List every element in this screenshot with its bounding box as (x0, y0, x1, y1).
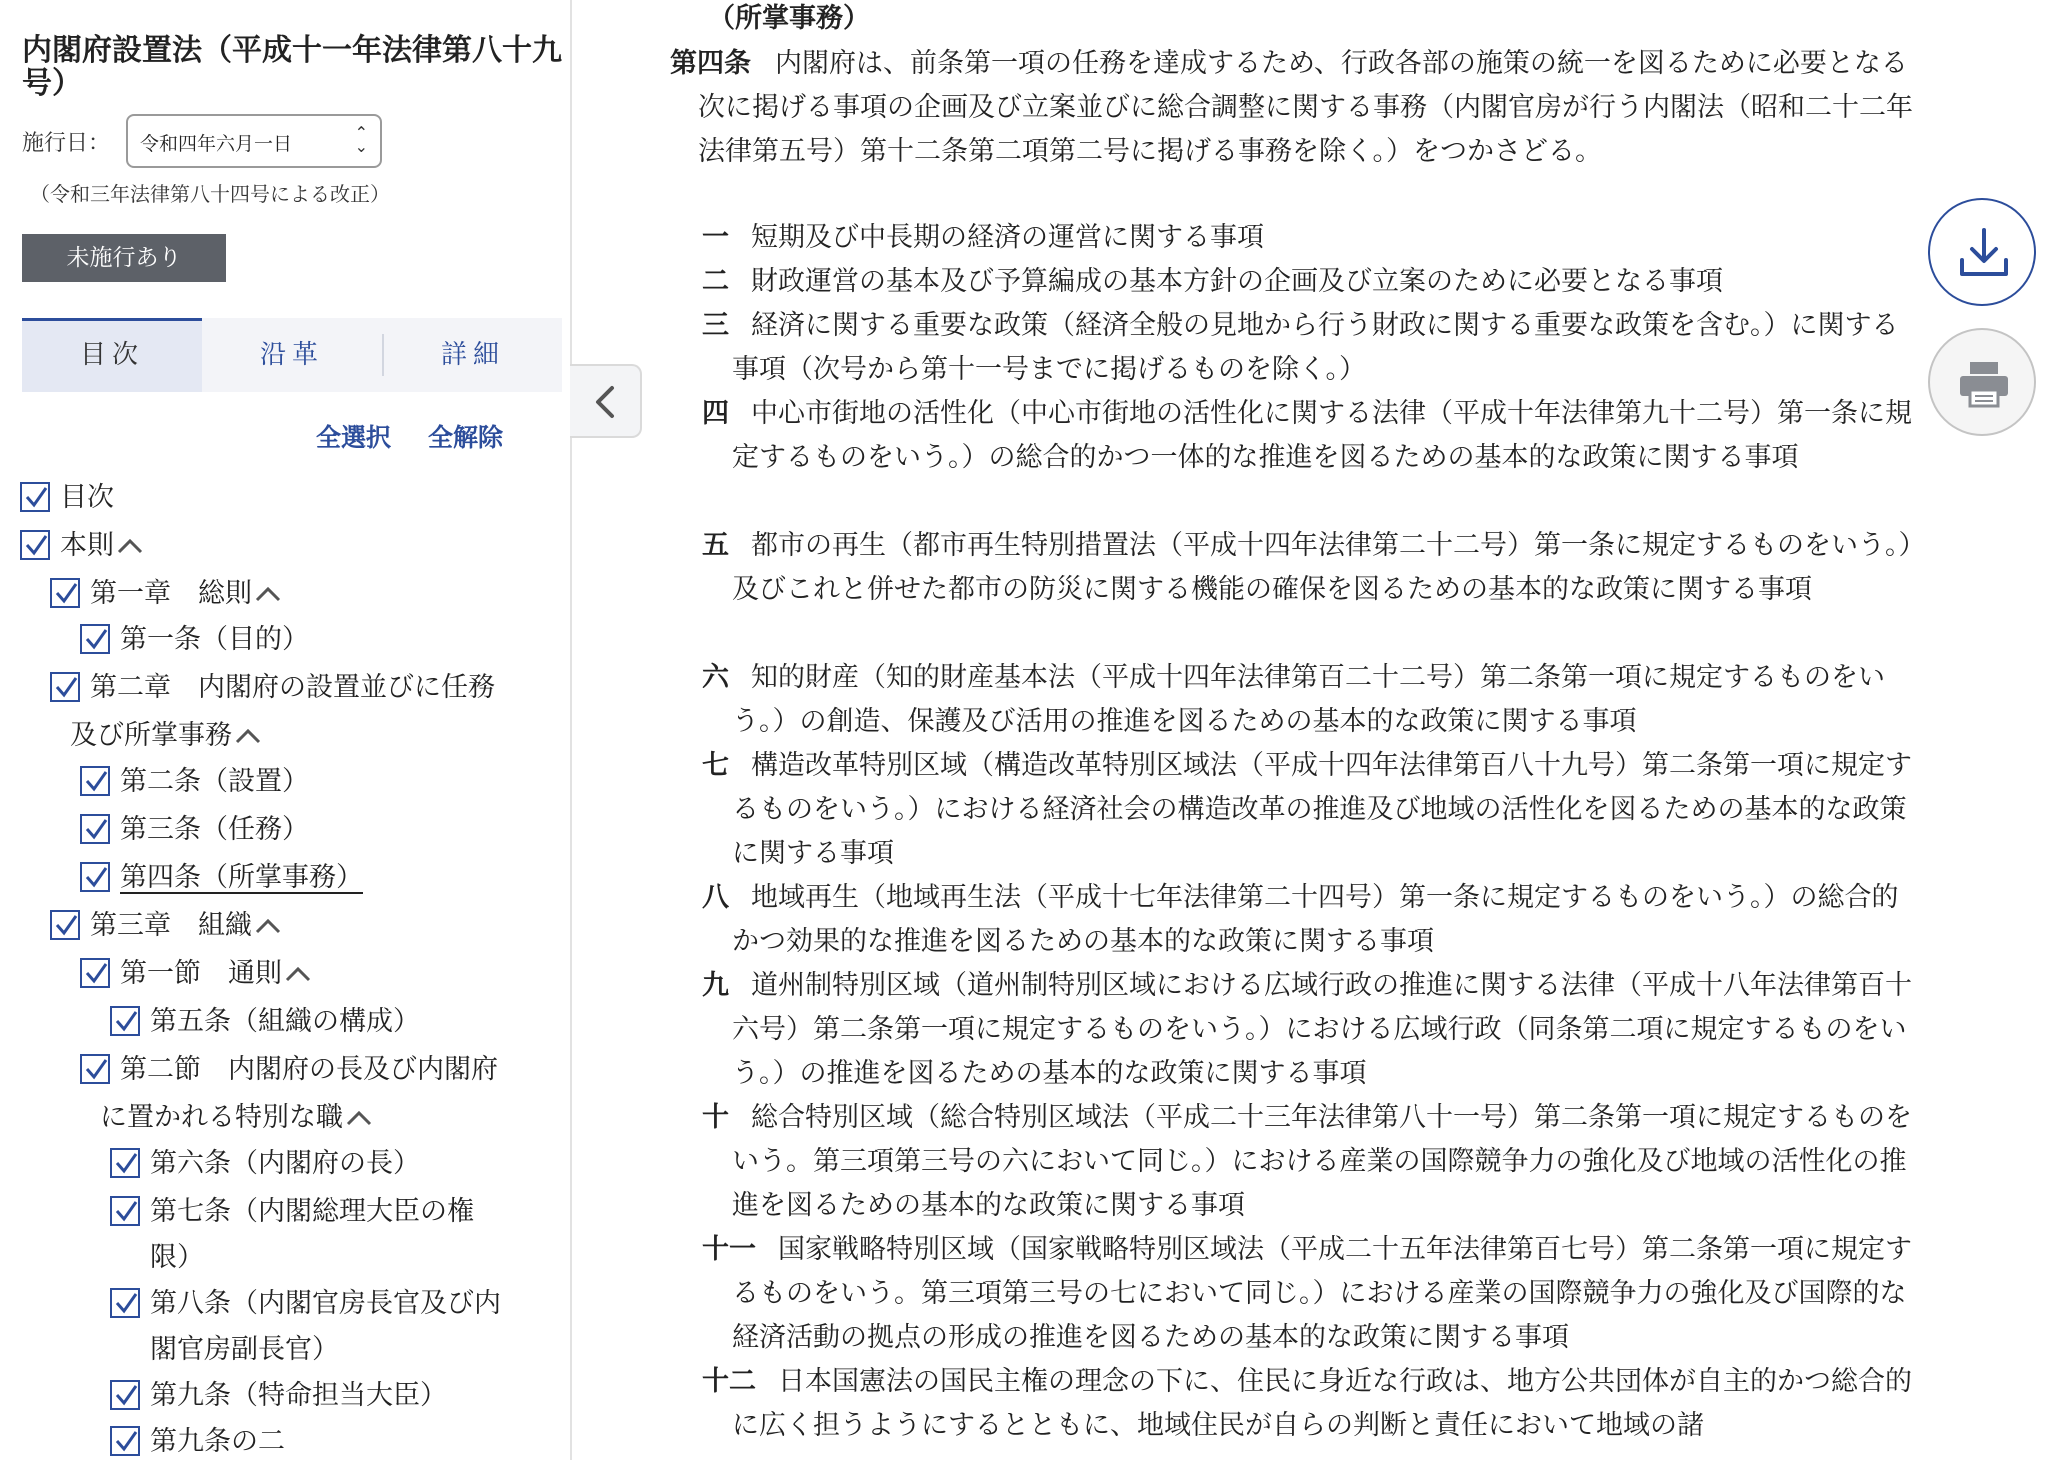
article-item (702, 876, 1920, 964)
download-button[interactable] (1928, 198, 2036, 306)
chevron-up-icon[interactable] (254, 578, 282, 609)
toc-item-label: 第五条（組織の構成） (150, 1006, 420, 1037)
checkmark-icon (83, 627, 109, 653)
chevron-up-icon[interactable] (254, 910, 282, 941)
item-text: 財政運営の基本及び予算編成の基本方針の企画及び立案のために必要となる事項 (751, 266, 1723, 297)
toc-item-label-continued[interactable]: 限） (150, 1242, 204, 1273)
item-number: 九 (702, 970, 729, 1001)
toc-item[interactable] (90, 904, 282, 948)
effective-date-value: 令和四年六月一日 (140, 133, 293, 155)
toc-checkbox[interactable] (50, 672, 80, 702)
toc-item[interactable] (60, 476, 114, 520)
checkmark-icon (83, 817, 109, 843)
item-text: 日本国憲法の国民主権の理念の下に、住民に身近な行政は、地方公共団体が自主的かつ総合的に広く担うようにするとともに、地域住民が自らの判断と責任において地域の諸 (732, 1366, 1912, 1441)
item-text: 道州制特別区域（道州制特別区域における広域行政の推進に関する法律（平成十八年法律第百十六号）第二条第一項に規定するものをいう。）における広域行政（同条第二項に規定するものをいう。）の推進を図るための基本的な政策に関する事項 (732, 970, 1912, 1089)
toc-checkbox[interactable] (110, 1006, 140, 1036)
toc-checkbox[interactable] (110, 1380, 140, 1410)
toc-checkbox[interactable] (80, 766, 110, 796)
item-text: 都市の再生（都市再生特別措置法（平成十四年法律第二十二号）第一条に規定するものをいう。）及びこれと併せた都市の防災に関する機能の確保を図るための基本的な政策に関する事項 (732, 530, 1912, 605)
item-number: 七 (702, 750, 729, 781)
toc-item-label-continued[interactable]: 及び所掌事務 (70, 714, 262, 758)
sidebar (0, 0, 572, 1460)
checkmark-icon (83, 865, 109, 891)
chevron-up-icon[interactable] (284, 958, 312, 989)
checkmark-icon (113, 1291, 139, 1317)
tab-contents[interactable]: 目次 (22, 318, 202, 392)
article-item (702, 744, 1920, 876)
effective-date-select[interactable] (126, 114, 382, 168)
item-number: 二 (702, 266, 729, 297)
toc-item-label: 第二章 内閣府の設置並びに任務 (90, 672, 495, 703)
checkmark-icon (113, 1199, 139, 1225)
toc-item-label: 第一条（目的） (120, 624, 309, 655)
amendment-note: （令和三年法律第八十四号による改正） (30, 182, 390, 206)
chevron-left-icon (570, 366, 640, 438)
tab-details[interactable]: 詳細 (440, 340, 505, 370)
toc-item-label: 第二節 内閣府の長及び内閣府 (120, 1054, 498, 1085)
item-text: 構造改革特別区域（構造改革特別区域法（平成十四年法律第百八十九号）第二条第一項に規定するものをいう。）における経済社会の構造改革の推進及び地域の活性化を図るための基本的な政策に関する事項 (732, 750, 1912, 869)
item-number: 六 (702, 662, 729, 693)
item-number: 三 (702, 310, 729, 341)
toc-item-label: 第一節 通則 (120, 958, 282, 989)
toc-item[interactable] (150, 1374, 447, 1418)
article-item (702, 392, 1920, 480)
toc-item[interactable] (120, 618, 309, 662)
item-text: 地域再生（地域再生法（平成十七年法律第二十四号）第一条に規定するものをいう。）の総合的かつ効果的な推進を図るための基本的な政策に関する事項 (732, 882, 1899, 957)
toc-checkbox[interactable] (50, 910, 80, 940)
toc-item-label: 第二条（設置） (120, 766, 309, 797)
article-item (702, 524, 1920, 612)
toc-item-label: 第七条（内閣総理大臣の権 (150, 1196, 474, 1227)
toc-item[interactable] (120, 856, 363, 900)
toc-checkbox[interactable] (80, 1054, 110, 1084)
article-item (702, 656, 1920, 744)
toc-item[interactable] (120, 808, 309, 852)
updown-caret-icon: ⌃ ⌄ (354, 123, 368, 156)
checkmark-icon (83, 1057, 109, 1083)
printer-icon (1954, 354, 2014, 414)
toc-item[interactable] (150, 1282, 501, 1326)
checkmark-icon (113, 1151, 139, 1177)
toc-item-label: 第九条の二 (150, 1426, 285, 1457)
unenforced-badge[interactable]: 未施行あり (22, 234, 226, 282)
toc-checkbox[interactable] (110, 1196, 140, 1226)
checkmark-icon (53, 913, 79, 939)
item-text: 中心市街地の活性化（中心市街地の活性化に関する法律（平成十年法律第九十二号）第一条に規定するものをいう。）の総合的かつ一体的な推進を図るための基本的な政策に関する事項 (732, 398, 1912, 473)
toc-item-label: 第九条（特命担当大臣） (150, 1380, 447, 1411)
toc-item[interactable] (60, 524, 144, 568)
item-number: 四 (702, 398, 729, 429)
toc-checkbox[interactable] (20, 482, 50, 512)
toc-item-label-continued[interactable]: に置かれる特別な職 (100, 1096, 373, 1140)
toc-checkbox[interactable] (110, 1148, 140, 1178)
clear-all-link[interactable]: 全解除 (428, 423, 504, 452)
item-text: 総合特別区域（総合特別区域法（平成二十三年法律第八十一号）第二条第一項に規定するものをいう。第三項第三号の六において同じ。）における産業の国際競争力の強化及び地域の活性化の推進を図るための基本的な政策に関する事項 (732, 1102, 1912, 1221)
item-text: 知的財産（知的財産基本法（平成十四年法律第百二十二号）第二条第一項に規定するものをいう。）の創造、保護及び活用の推進を図るための基本的な政策に関する事項 (732, 662, 1885, 737)
law-title: 内閣府設置法（平成十一年法律第八十九号） (22, 33, 562, 101)
chevron-up-icon[interactable] (116, 530, 144, 561)
item-number: 五 (702, 530, 729, 561)
item-number: 一 (702, 222, 729, 253)
checkmark-icon (83, 769, 109, 795)
article-item (702, 304, 1920, 392)
checkmark-icon (53, 581, 79, 607)
article-item (702, 260, 1920, 304)
checkmark-icon (23, 485, 49, 511)
collapse-sidebar-button[interactable] (570, 364, 642, 438)
article-item (702, 216, 1920, 260)
article-number: 第四条 (670, 48, 751, 79)
select-all-link[interactable]: 全選択 (316, 423, 392, 452)
toc-item-label: 本則 (60, 530, 114, 561)
toc-item-label: 目次 (60, 482, 114, 513)
checkmark-icon (113, 1383, 139, 1409)
toc-checkbox[interactable] (50, 578, 80, 608)
toc-item[interactable] (90, 666, 495, 710)
toc-checkbox[interactable] (80, 624, 110, 654)
toc-checkbox[interactable] (110, 1288, 140, 1318)
toc-item[interactable] (120, 760, 309, 804)
toc-checkbox[interactable] (80, 958, 110, 988)
toc-checkbox[interactable] (80, 862, 110, 892)
toc-item[interactable] (120, 1048, 498, 1092)
toc-item[interactable] (120, 952, 312, 996)
sidebar-tabs (22, 318, 562, 392)
toc-item[interactable] (150, 1420, 285, 1460)
toc-item-label: 第四条（所掌事務） (120, 862, 363, 893)
item-number: 十一 (702, 1234, 756, 1265)
checkmark-icon (23, 533, 49, 559)
toc-item-label: 第三条（任務） (120, 814, 309, 845)
article-item (702, 1096, 1920, 1228)
toc-item-label: 第六条（内閣府の長） (150, 1148, 420, 1179)
toc-checkbox[interactable] (20, 530, 50, 560)
item-text: 国家戦略特別区域（国家戦略特別区域法（平成二十五年法律第百七号）第二条第一項に規定するものをいう。第三項第三号の七において同じ。）における産業の国際競争力の強化及び国際的な経済活動の拠点の形成の推進を図るための基本的な政策に関する事項 (732, 1234, 1912, 1353)
item-number: 十二 (702, 1366, 756, 1397)
article-caption: （所掌事務） (708, 3, 870, 34)
checkmark-icon (113, 1009, 139, 1035)
toc-item[interactable] (90, 572, 282, 616)
item-number: 十 (702, 1102, 729, 1133)
toc-item-label: 第八条（内閣官房長官及び内 (150, 1288, 501, 1319)
article-4-paragraph (670, 42, 1920, 174)
checkmark-icon (113, 1429, 139, 1455)
checkmark-icon (83, 961, 109, 987)
download-icon (1954, 224, 2014, 284)
article-item (702, 964, 1920, 1096)
chevron-up-icon[interactable] (234, 720, 262, 751)
article-item (702, 1228, 1920, 1360)
checkmark-icon (53, 675, 79, 701)
item-text: 経済に関する重要な政策（経済全般の見地から行う財政に関する重要な政策を含む。）に関する事項（次号から第十一号までに掲げるものを除く。） (732, 310, 1899, 385)
chevron-up-icon[interactable] (345, 1102, 373, 1133)
item-number: 八 (702, 882, 729, 913)
toc-checkbox[interactable] (110, 1426, 140, 1456)
toc-item[interactable] (150, 1142, 420, 1186)
toc-item[interactable] (150, 1190, 474, 1234)
article-item (702, 1360, 1920, 1448)
effective-date-label: 施行日： (22, 131, 111, 156)
toc-item-label: 第一章 総則 (90, 578, 252, 609)
tab-history[interactable]: 沿革 (259, 340, 324, 370)
print-button[interactable] (1928, 328, 2036, 436)
toc-item-label-continued[interactable]: 閣官房副長官） (150, 1334, 339, 1365)
toc-item-label: 第三章 組織 (90, 910, 252, 941)
item-text: 短期及び中長期の経済の運営に関する事項 (751, 222, 1264, 253)
toc-checkbox[interactable] (80, 814, 110, 844)
article-text: 内閣府は、前条第一項の任務を達成するため、行政各部の施策の統一を図るために必要となる次に掲げる事項の企画及び立案並びに総合調整に関する事務（内閣官房が行う内閣法（昭和二十二年法律第五号）第十二条第二項第二号に掲げる事務を除く。）をつかさどる。 (698, 48, 1913, 167)
toc-item[interactable] (150, 1000, 420, 1044)
law-body (650, 0, 1920, 1460)
